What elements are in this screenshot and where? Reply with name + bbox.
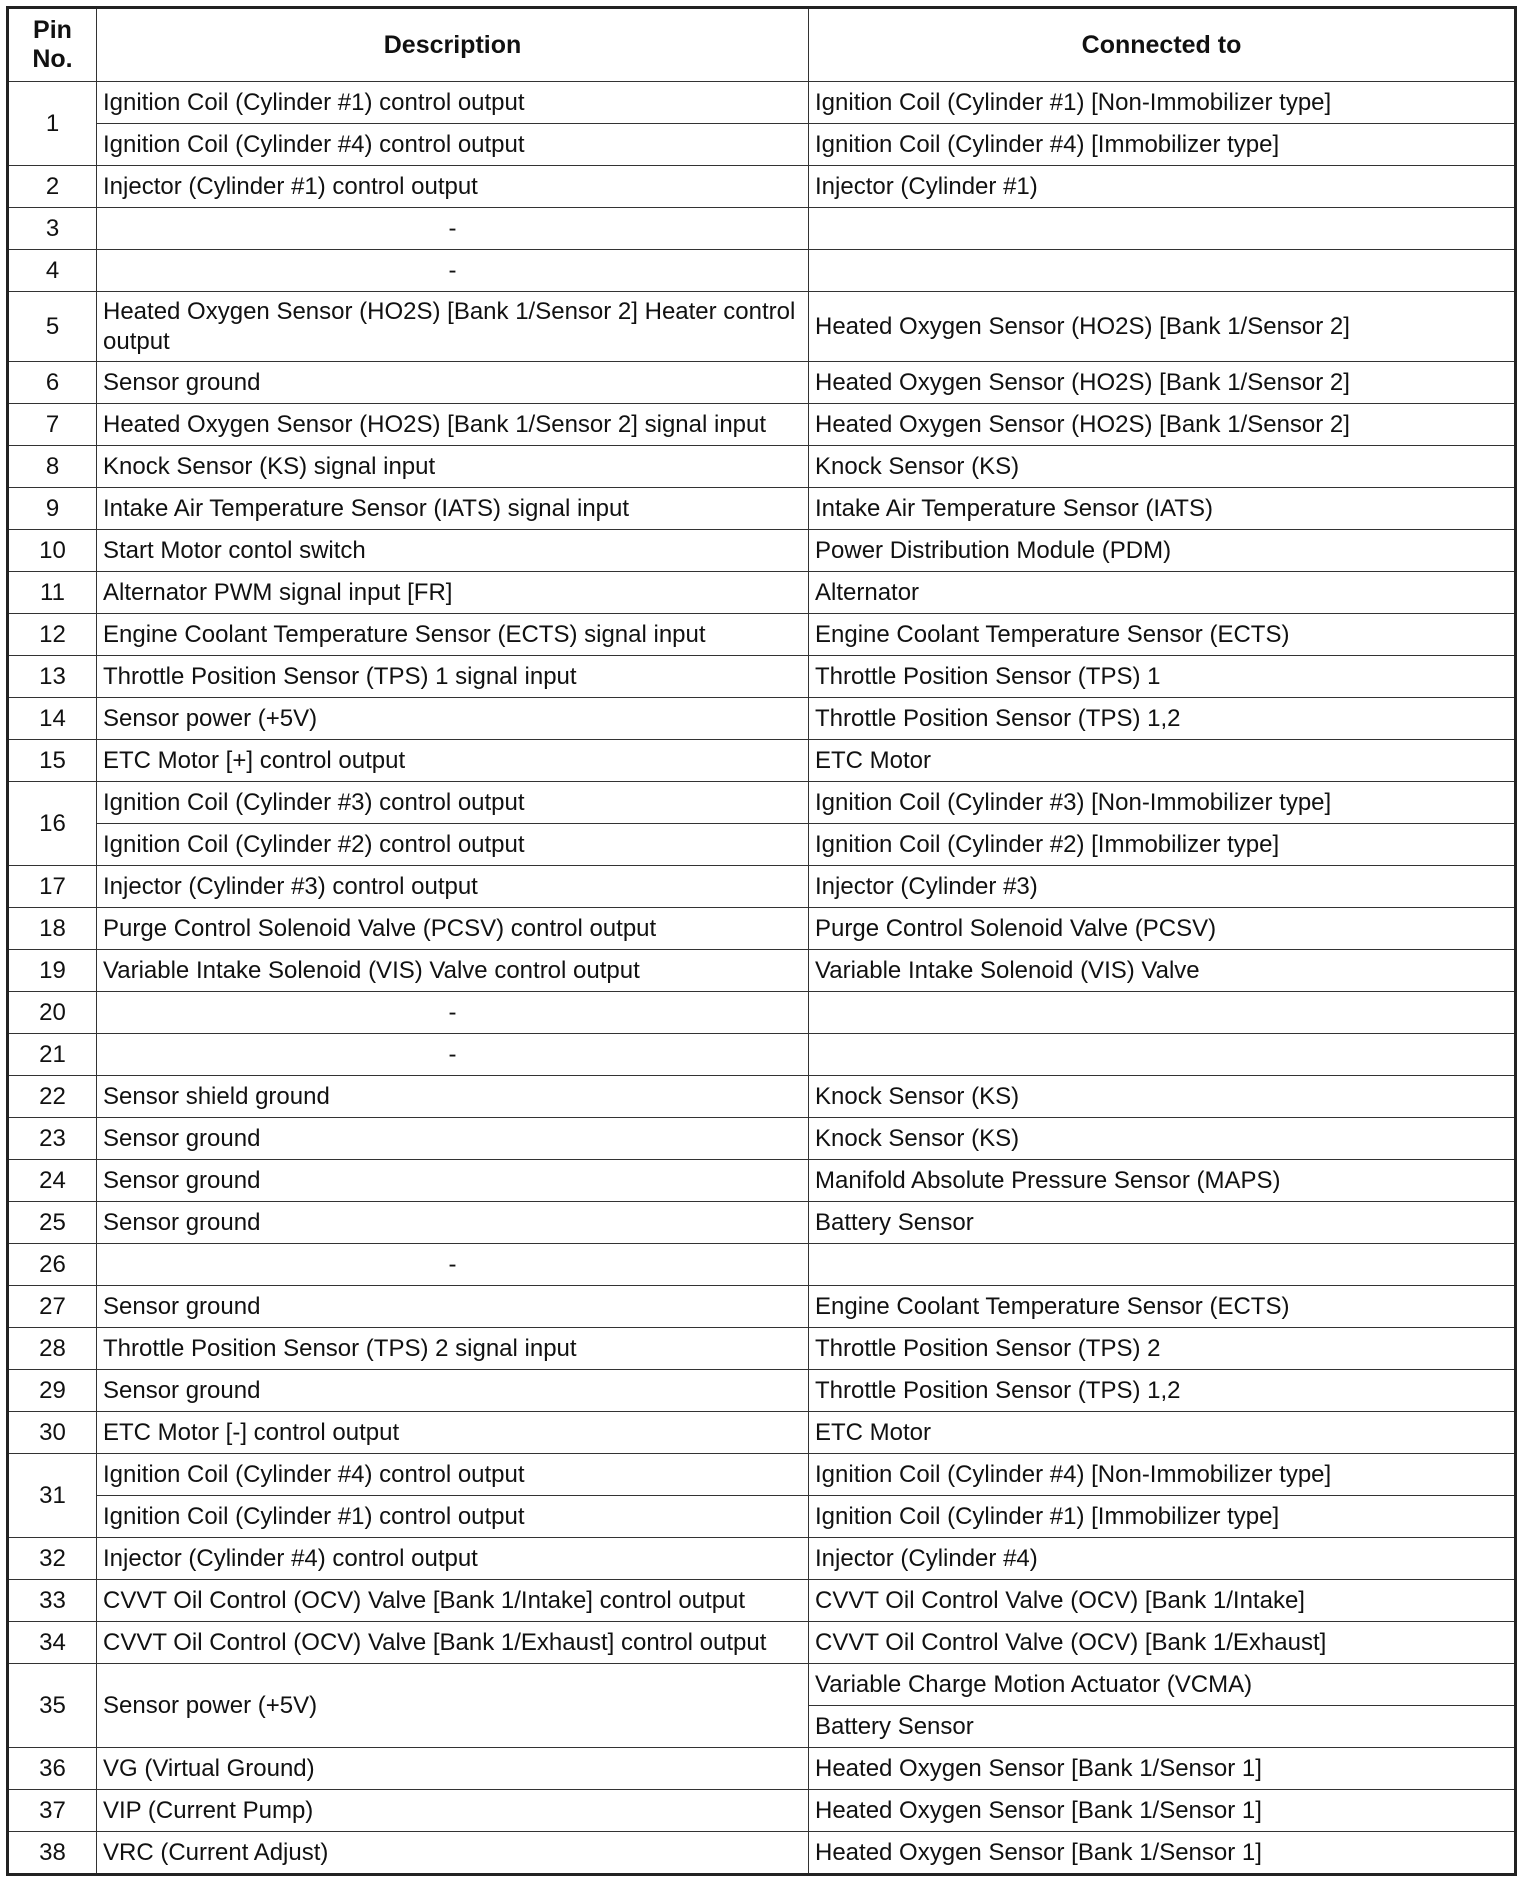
pin-number-cell: 21 xyxy=(8,1034,97,1076)
connected-to-cell: Engine Coolant Temperature Sensor (ECTS) xyxy=(809,614,1516,656)
table-row xyxy=(8,208,1516,250)
table-row xyxy=(8,1412,1516,1454)
header-description: Description xyxy=(97,8,809,82)
connected-to-cell: Engine Coolant Temperature Sensor (ECTS) xyxy=(809,1286,1516,1328)
description-cell: Start Motor contol switch xyxy=(97,530,809,572)
pin-number-cell: 25 xyxy=(8,1202,97,1244)
connected-to-cell xyxy=(809,1244,1516,1286)
connected-to-cell: Ignition Coil (Cylinder #1) [Immobilizer type] xyxy=(809,1496,1516,1538)
table-row xyxy=(8,782,1516,824)
connected-to-cell: Knock Sensor (KS) xyxy=(809,446,1516,488)
connected-to-cell: ETC Motor xyxy=(809,1412,1516,1454)
description-cell: Sensor ground xyxy=(97,1118,809,1160)
description-cell: Ignition Coil (Cylinder #3) control output xyxy=(97,782,809,824)
connected-to-cell: Throttle Position Sensor (TPS) 2 xyxy=(809,1328,1516,1370)
connected-to-cell: Power Distribution Module (PDM) xyxy=(809,530,1516,572)
pin-number-cell: 24 xyxy=(8,1160,97,1202)
description-cell: Engine Coolant Temperature Sensor (ECTS) signal input xyxy=(97,614,809,656)
pin-number-cell: 37 xyxy=(8,1790,97,1832)
pin-number-cell: 28 xyxy=(8,1328,97,1370)
pin-number-cell: 11 xyxy=(8,572,97,614)
connected-to-cell: Alternator xyxy=(809,572,1516,614)
table-row xyxy=(8,1580,1516,1622)
table-row xyxy=(8,1370,1516,1412)
table-row xyxy=(8,404,1516,446)
table-row xyxy=(8,992,1516,1034)
pin-number-cell: 10 xyxy=(8,530,97,572)
pin-number-cell: 4 xyxy=(8,250,97,292)
pin-number-cell: 29 xyxy=(8,1370,97,1412)
connected-to-cell: Heated Oxygen Sensor [Bank 1/Sensor 1] xyxy=(809,1832,1516,1875)
pin-number-cell: 38 xyxy=(8,1832,97,1875)
table-row xyxy=(8,530,1516,572)
description-cell: Throttle Position Sensor (TPS) 1 signal input xyxy=(97,656,809,698)
description-cell: Sensor ground xyxy=(97,1202,809,1244)
pin-number-cell: 8 xyxy=(8,446,97,488)
description-cell: CVVT Oil Control (OCV) Valve [Bank 1/Exhaust] control output xyxy=(97,1622,809,1664)
description-cell: VIP (Current Pump) xyxy=(97,1790,809,1832)
connected-to-cell: Intake Air Temperature Sensor (IATS) xyxy=(809,488,1516,530)
header-connected-to: Connected to xyxy=(809,8,1516,82)
description-cell: Sensor ground xyxy=(97,1370,809,1412)
connected-to-cell: ETC Motor xyxy=(809,740,1516,782)
connected-to-cell: Ignition Coil (Cylinder #3) [Non-Immobilizer type] xyxy=(809,782,1516,824)
connected-to-cell: Throttle Position Sensor (TPS) 1 xyxy=(809,656,1516,698)
connected-to-cell: Injector (Cylinder #1) xyxy=(809,166,1516,208)
table-row xyxy=(8,124,1516,166)
connected-to-cell: Injector (Cylinder #4) xyxy=(809,1538,1516,1580)
description-cell: Variable Intake Solenoid (VIS) Valve control output xyxy=(97,950,809,992)
table-row xyxy=(8,572,1516,614)
pin-number-cell: 15 xyxy=(8,740,97,782)
pin-number-cell: 1 xyxy=(8,82,97,166)
description-cell: Sensor ground xyxy=(97,1286,809,1328)
connected-to-cell: Heated Oxygen Sensor [Bank 1/Sensor 1] xyxy=(809,1748,1516,1790)
pin-number-cell: 17 xyxy=(8,866,97,908)
table-row xyxy=(8,362,1516,404)
pin-number-cell: 7 xyxy=(8,404,97,446)
connected-to-cell: Ignition Coil (Cylinder #4) [Non-Immobilizer type] xyxy=(809,1454,1516,1496)
pin-number-cell: 27 xyxy=(8,1286,97,1328)
connected-to-cell: Manifold Absolute Pressure Sensor (MAPS) xyxy=(809,1160,1516,1202)
connected-to-cell: Heated Oxygen Sensor (HO2S) [Bank 1/Sensor 2] xyxy=(809,292,1516,362)
description-cell: Injector (Cylinder #3) control output xyxy=(97,866,809,908)
description-cell: Heated Oxygen Sensor (HO2S) [Bank 1/Sensor 2] Heater control output xyxy=(97,292,809,362)
pin-number-cell: 20 xyxy=(8,992,97,1034)
connected-to-cell: CVVT Oil Control Valve (OCV) [Bank 1/Intake] xyxy=(809,1580,1516,1622)
description-cell: - xyxy=(97,208,809,250)
pin-number-cell: 6 xyxy=(8,362,97,404)
description-cell: Sensor power (+5V) xyxy=(97,698,809,740)
table-row xyxy=(8,1790,1516,1832)
description-cell: ETC Motor [+] control output xyxy=(97,740,809,782)
description-cell: Injector (Cylinder #4) control output xyxy=(97,1538,809,1580)
connected-to-cell: Throttle Position Sensor (TPS) 1,2 xyxy=(809,698,1516,740)
pin-number-cell: 2 xyxy=(8,166,97,208)
table-row xyxy=(8,614,1516,656)
description-cell: Ignition Coil (Cylinder #4) control output xyxy=(97,1454,809,1496)
header-pin-no: Pin No. xyxy=(8,8,97,82)
table-row xyxy=(8,1454,1516,1496)
connected-to-cell: Purge Control Solenoid Valve (PCSV) xyxy=(809,908,1516,950)
description-cell: Sensor power (+5V) xyxy=(97,1664,809,1748)
connected-to-cell xyxy=(809,250,1516,292)
description-cell: Sensor ground xyxy=(97,1160,809,1202)
pin-number-cell: 32 xyxy=(8,1538,97,1580)
table-row xyxy=(8,740,1516,782)
table-row xyxy=(8,82,1516,124)
connected-to-cell: Variable Charge Motion Actuator (VCMA) xyxy=(809,1664,1516,1706)
pin-number-cell: 35 xyxy=(8,1664,97,1748)
table-row xyxy=(8,1202,1516,1244)
description-cell: ETC Motor [-] control output xyxy=(97,1412,809,1454)
description-cell: - xyxy=(97,992,809,1034)
description-cell: Purge Control Solenoid Valve (PCSV) control output xyxy=(97,908,809,950)
table-row xyxy=(8,1748,1516,1790)
connected-to-cell: Ignition Coil (Cylinder #2) [Immobilizer type] xyxy=(809,824,1516,866)
description-cell: Ignition Coil (Cylinder #4) control output xyxy=(97,124,809,166)
connected-to-cell: Ignition Coil (Cylinder #1) [Non-Immobilizer type] xyxy=(809,82,1516,124)
connected-to-cell: Heated Oxygen Sensor (HO2S) [Bank 1/Sensor 2] xyxy=(809,404,1516,446)
description-cell: Knock Sensor (KS) signal input xyxy=(97,446,809,488)
description-cell: Sensor ground xyxy=(97,362,809,404)
pin-number-cell: 33 xyxy=(8,1580,97,1622)
connected-to-cell: Knock Sensor (KS) xyxy=(809,1076,1516,1118)
pin-number-cell: 14 xyxy=(8,698,97,740)
description-cell: Injector (Cylinder #1) control output xyxy=(97,166,809,208)
pin-number-cell: 16 xyxy=(8,782,97,866)
description-cell: VG (Virtual Ground) xyxy=(97,1748,809,1790)
description-cell: Throttle Position Sensor (TPS) 2 signal input xyxy=(97,1328,809,1370)
table-body xyxy=(8,82,1516,1875)
table-row xyxy=(8,1622,1516,1664)
pin-number-cell: 23 xyxy=(8,1118,97,1160)
header-row xyxy=(8,8,1516,82)
connected-to-cell: Injector (Cylinder #3) xyxy=(809,866,1516,908)
table-row xyxy=(8,250,1516,292)
pin-number-cell: 26 xyxy=(8,1244,97,1286)
table-row xyxy=(8,950,1516,992)
connected-to-cell xyxy=(809,208,1516,250)
table-row xyxy=(8,1538,1516,1580)
table-row xyxy=(8,908,1516,950)
connected-to-cell: Ignition Coil (Cylinder #4) [Immobilizer type] xyxy=(809,124,1516,166)
connected-to-cell: Knock Sensor (KS) xyxy=(809,1118,1516,1160)
table-row xyxy=(8,1034,1516,1076)
pin-number-cell: 36 xyxy=(8,1748,97,1790)
description-cell: CVVT Oil Control (OCV) Valve [Bank 1/Intake] control output xyxy=(97,1580,809,1622)
connected-to-cell: Heated Oxygen Sensor [Bank 1/Sensor 1] xyxy=(809,1790,1516,1832)
pin-number-cell: 5 xyxy=(8,292,97,362)
table-row xyxy=(8,166,1516,208)
table-row xyxy=(8,698,1516,740)
table-row xyxy=(8,292,1516,362)
table-row xyxy=(8,1286,1516,1328)
pin-number-cell: 13 xyxy=(8,656,97,698)
pin-number-cell: 30 xyxy=(8,1412,97,1454)
table-row xyxy=(8,1496,1516,1538)
description-cell: - xyxy=(97,1244,809,1286)
description-cell: - xyxy=(97,1034,809,1076)
pin-number-cell: 3 xyxy=(8,208,97,250)
pin-number-cell: 12 xyxy=(8,614,97,656)
table-row xyxy=(8,1160,1516,1202)
table-row xyxy=(8,656,1516,698)
connected-to-cell: Battery Sensor xyxy=(809,1202,1516,1244)
pin-number-cell: 9 xyxy=(8,488,97,530)
pin-number-cell: 31 xyxy=(8,1454,97,1538)
pin-number-cell: 19 xyxy=(8,950,97,992)
pin-number-cell: 22 xyxy=(8,1076,97,1118)
table-row xyxy=(8,1832,1516,1875)
connected-to-cell: Throttle Position Sensor (TPS) 1,2 xyxy=(809,1370,1516,1412)
connected-to-cell: Heated Oxygen Sensor (HO2S) [Bank 1/Sensor 2] xyxy=(809,362,1516,404)
description-cell: Intake Air Temperature Sensor (IATS) signal input xyxy=(97,488,809,530)
description-cell: VRC (Current Adjust) xyxy=(97,1832,809,1875)
table-row xyxy=(8,1664,1516,1706)
connected-to-cell: Variable Intake Solenoid (VIS) Valve xyxy=(809,950,1516,992)
table-row xyxy=(8,446,1516,488)
description-cell: Ignition Coil (Cylinder #1) control output xyxy=(97,82,809,124)
table-row xyxy=(8,1118,1516,1160)
table-row xyxy=(8,866,1516,908)
pin-number-cell: 34 xyxy=(8,1622,97,1664)
connected-to-cell: Battery Sensor xyxy=(809,1706,1516,1748)
description-cell: Heated Oxygen Sensor (HO2S) [Bank 1/Sensor 2] signal input xyxy=(97,404,809,446)
description-cell: Alternator PWM signal input [FR] xyxy=(97,572,809,614)
table-row xyxy=(8,824,1516,866)
pin-table xyxy=(6,6,1517,1876)
description-cell: Sensor shield ground xyxy=(97,1076,809,1118)
connected-to-cell: CVVT Oil Control Valve (OCV) [Bank 1/Exhaust] xyxy=(809,1622,1516,1664)
description-cell: - xyxy=(97,250,809,292)
description-cell: Ignition Coil (Cylinder #1) control output xyxy=(97,1496,809,1538)
table-row xyxy=(8,1076,1516,1118)
connected-to-cell xyxy=(809,992,1516,1034)
table-row xyxy=(8,488,1516,530)
description-cell: Ignition Coil (Cylinder #2) control output xyxy=(97,824,809,866)
pin-number-cell: 18 xyxy=(8,908,97,950)
table-row xyxy=(8,1328,1516,1370)
table-row xyxy=(8,1244,1516,1286)
connected-to-cell xyxy=(809,1034,1516,1076)
